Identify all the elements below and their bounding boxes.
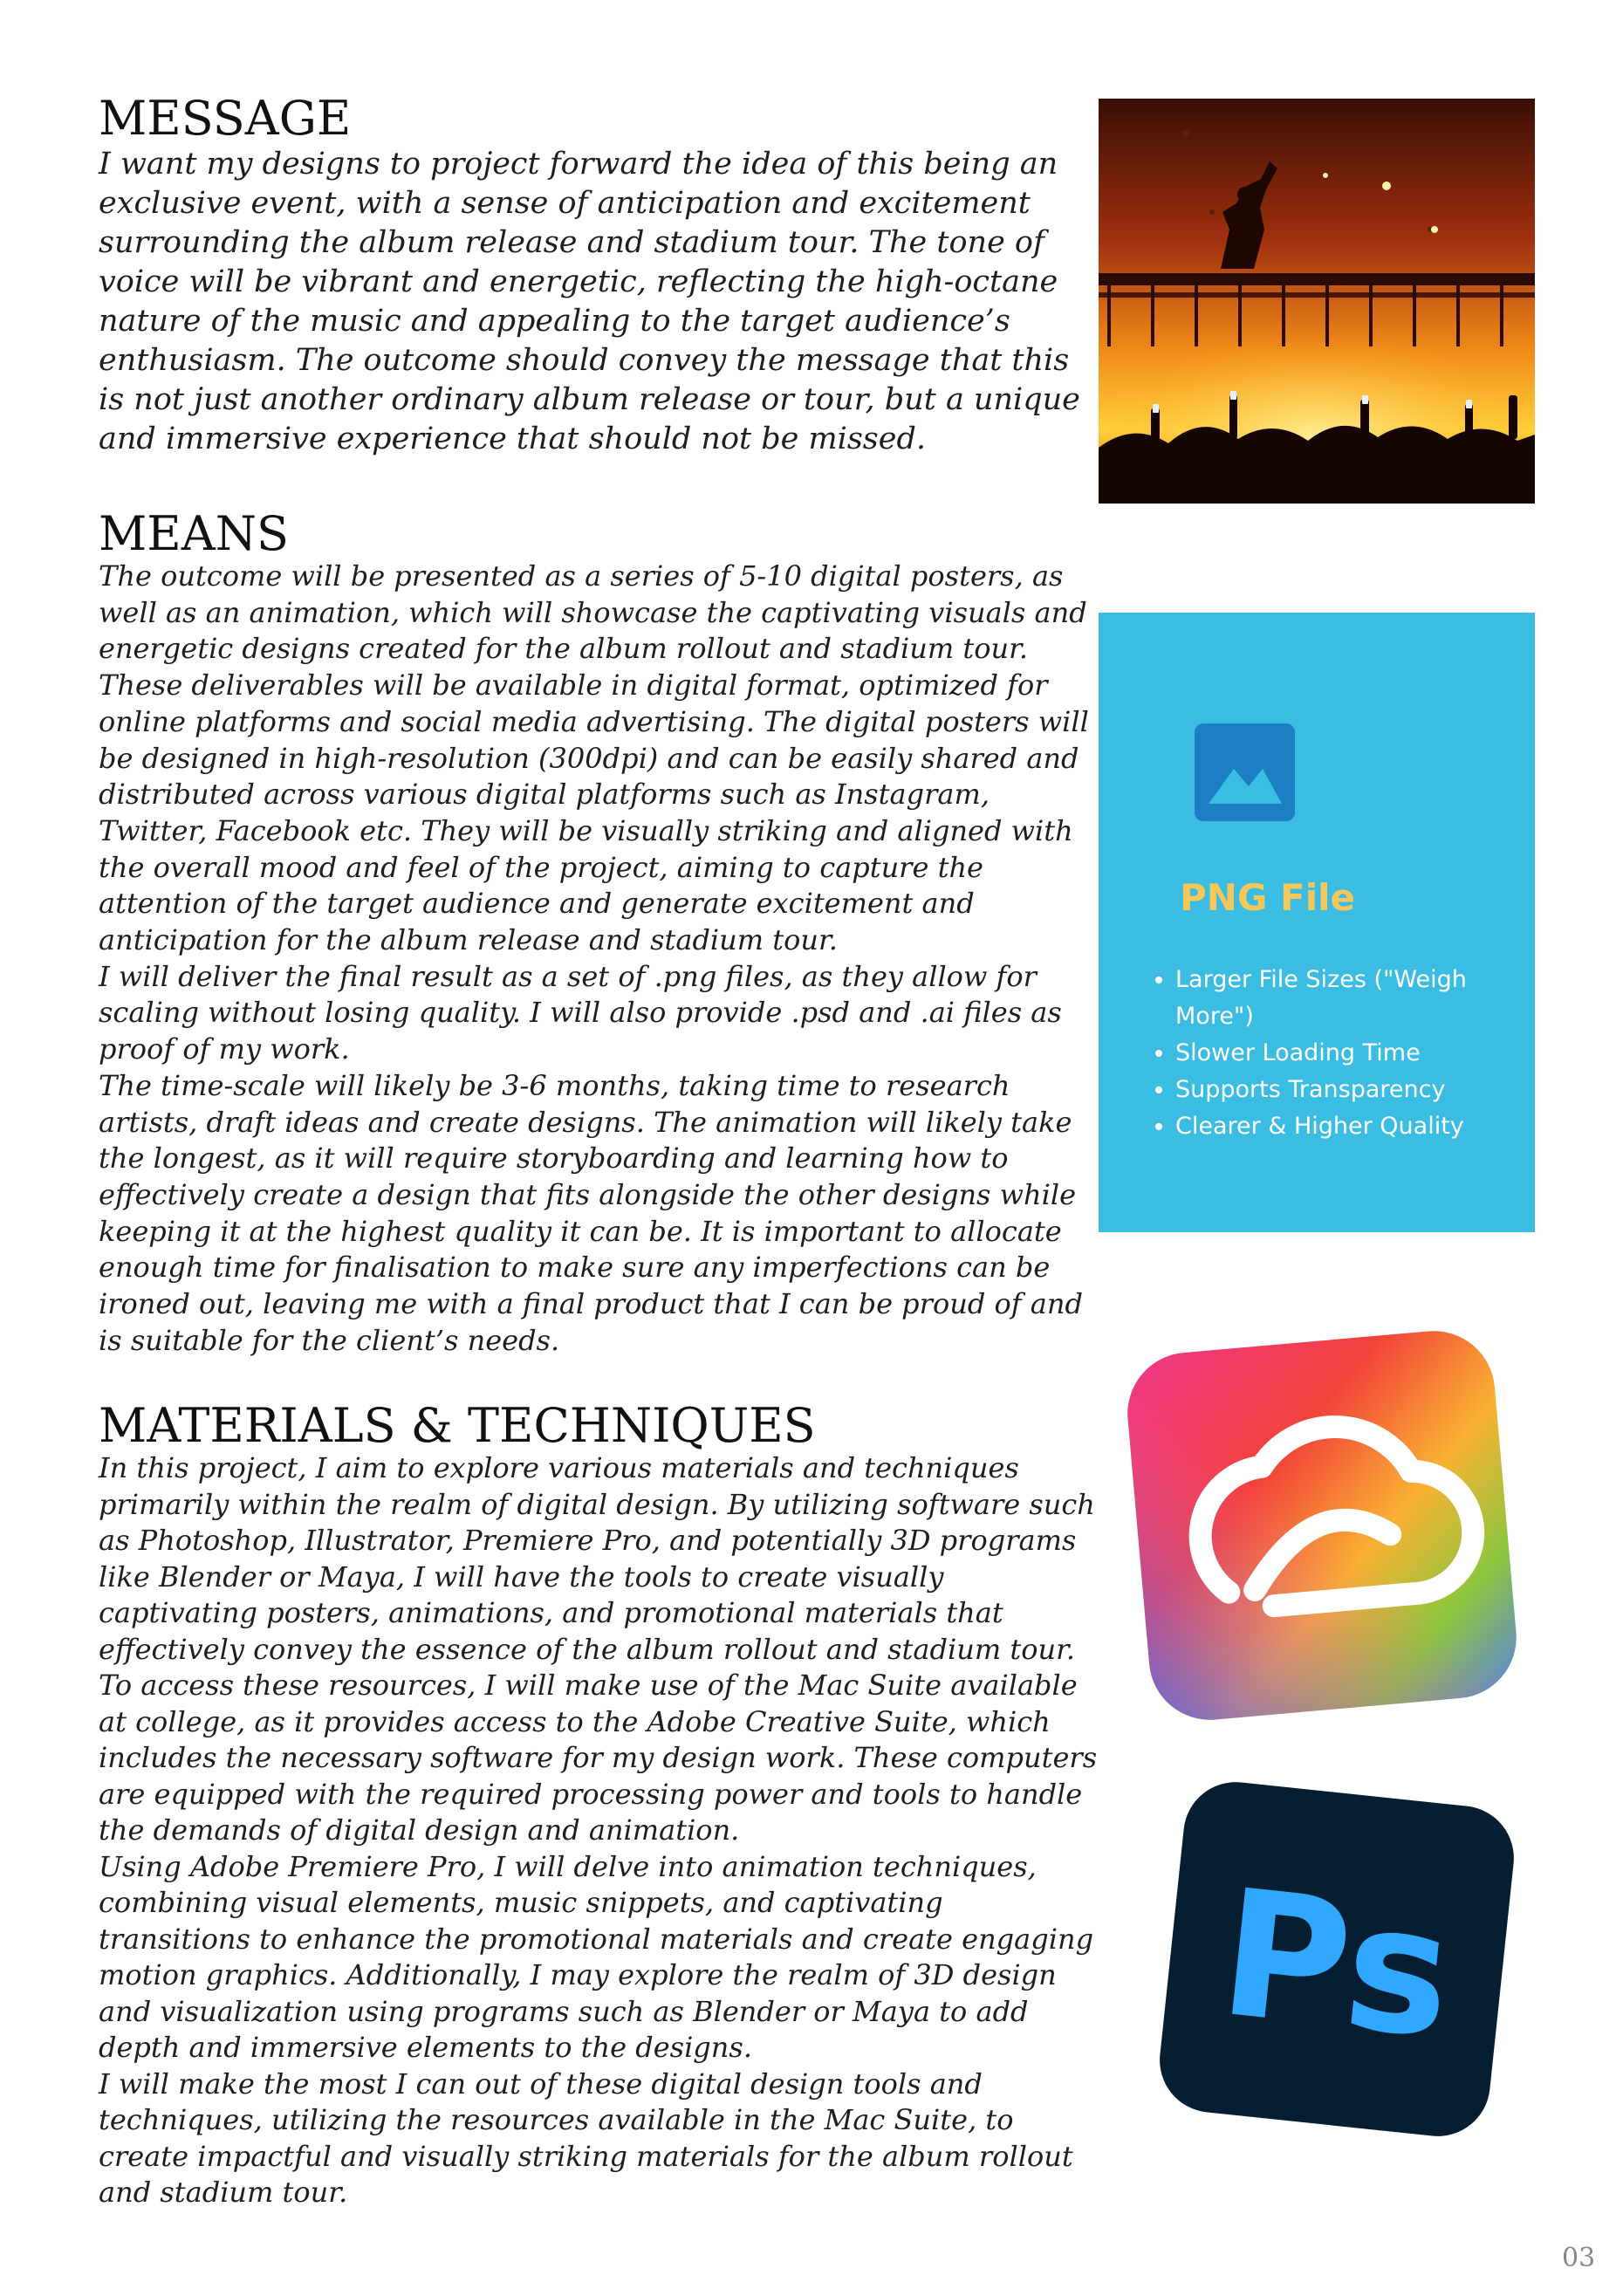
materials-paragraph: In this project, I aim to explore various materials and techniques primarily within the realm of digital design. By utilizing software such as Photoshop, Illustrator, Premiere Pro, and potentially 3D programs like Blender or Maya, I will have the tools to create visually captivating posters, animations, and promotional materials that effectively convey the essence of the album rollout and stadium tour.: [99, 1451, 1095, 1666]
png-file-bullets: [1149, 962, 1524, 1145]
materials-text: [99, 1450, 1102, 2211]
means-text: [99, 559, 1102, 1359]
png-file-card: [1099, 613, 1535, 1232]
png-file-title: PNG File: [1180, 876, 1355, 919]
means-heading: MEANS: [99, 506, 289, 561]
message-text: I want my designs to project forward the idea of this being an exclusive event, with a sense of anticipation and excitement surrounding the album release and stadium tour. The tone of voice will be vibrant and energetic, reflecting the high-octane nature of the music and appealing to the target audience’s enthusiasm. The outcome should convey the message that this is not just another ordinary album release or tour, but a unique and immersive experience that should not be missed.: [99, 147, 1080, 456]
png-file-bullet: • Clearer & Higher Quality: [1175, 1108, 1524, 1145]
materials-paragraph: I will make the most I can out of these digital design tools and techniques, utilizing the resources available in the Mac Suite, to create impactful and visually striking materials for the album rollout and stadium tour.: [99, 2066, 1073, 2209]
means-paragraph: The time-scale will likely be 3-6 months, taking time to research artists, draft ideas and create designs. The animation will likely take the longest, as it will require storyboarding and learning how to effectively create a design that fits alongside the other designs while keeping it at the highest quality it can be. It is important to allocate enough time for finalisation to make sure any imperfections can be ironed out, leaving me with a final product that I can be proud of and is suitable for the client’s needs.: [99, 1068, 1083, 1357]
png-file-bullet: • Larger File Sizes ("Weigh More"): [1175, 962, 1524, 1035]
image-icon: [1195, 723, 1295, 821]
png-file-bullet: • Slower Loading Time: [1175, 1035, 1524, 1072]
message-heading: MESSAGE: [99, 91, 352, 146]
photoshop-text: Ps: [1211, 1851, 1461, 2079]
materials-paragraph: To access these resources, I will make use of the Mac Suite available at college, as it provides access to the Adobe Creative Suite, which includes the necessary software for my design work. These computers are equipped with the required processing power and tools to handle the demands of digital design and animation.: [99, 1669, 1098, 1847]
concert-photo: [1099, 99, 1535, 504]
materials-heading: MATERIALS & TECHNIQUES: [99, 1398, 816, 1453]
photoshop-icon: [1154, 1776, 1520, 2142]
page-number: 03: [1562, 2243, 1596, 2273]
creative-cloud-icon: [1119, 1322, 1525, 1729]
png-file-bullet: • Supports Transparency: [1175, 1072, 1524, 1108]
means-paragraph: The outcome will be presented as a series of 5-10 digital posters, as well as an animation, which will showcase the captivating visuals and energetic designs created for the album rollout and stadium tour. These deliverables will be available in digital format, optimized for online platforms and social media advertising. The digital posters will be designed in high-resolution (300dpi) and can be easily shared and distributed across various digital platforms such as Instagram, Twitter, Facebook etc. They will be visually striking and aligned with the overall mood and feel of the project, aiming to capture the attention of the target audience and generate excitement and anticipation for the album release and stadium tour.: [99, 559, 1089, 957]
means-paragraph: I will deliver the final result as a set of .png files, as they allow for scaling without losing quality. I will also provide .psd and .ai files as proof of my work.: [99, 959, 1062, 1066]
materials-paragraph: Using Adobe Premiere Pro, I will delve into animation techniques, combining visual elements, music snippets, and captivating transitions to enhance the promotional materials and create engaging motion graphics. Additionally, I may explore the realm of 3D design and visualization using programs such as Blender or Maya to add depth and immersive elements to the designs.: [99, 1849, 1094, 2064]
